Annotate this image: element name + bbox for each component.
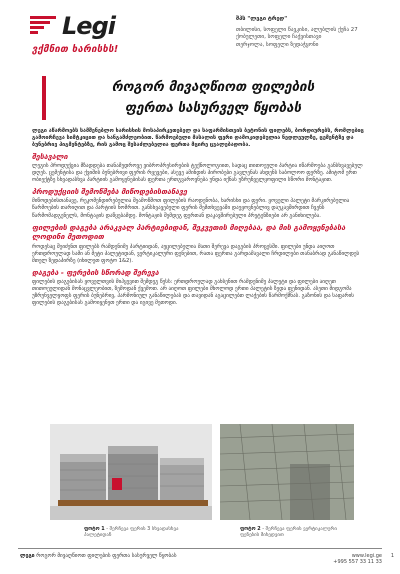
logo-word: Legi (62, 12, 115, 40)
section-title: პროდუქციის შემოწმება მიწოდებისთანავე (32, 187, 188, 197)
footer-website-link[interactable]: www.legi.ge (351, 553, 382, 559)
page-footer (18, 548, 394, 569)
intro-paragraph: ლეგი აწარმოებს სამშენებლო ხარისხის მოსაპირკეთებელ და საფარმისთვის ბეტონის ფილებს, ბორდიურებს, რომლებიც გამოირჩევა სიმტკიცით და ხანგამძლეობით. წარმოებული მასალის ფერი დამოკიდებულია ნედლეულზე, ცემენტზე და ბუნებრივ პიგმენტებზე, რის გამოც შესაძლებელია ფერთა მცირე ცვალებადობა. (32, 128, 364, 149)
section-title: შესავალი (32, 152, 68, 162)
legi-logo (30, 14, 150, 54)
contact-line: თბილისი, სოფელი წავკისი, ალუბლის ქუჩა 27 (236, 27, 358, 34)
page-number: 1 (390, 553, 394, 559)
title-line-2: ფერთა სასურველ წყობას (124, 101, 302, 116)
photo-caption-text: - შერჩევა ფერის 3 სხვადასხვა პალეტიდან (84, 526, 179, 539)
footer-text: როგორ მივაღწიოთ ფილების ფერთა სასურველ წყობას (36, 553, 177, 559)
title-accent-bar (42, 76, 46, 120)
document-body (32, 128, 372, 309)
logo-tagline: ვქმნით ხარისხს! (32, 44, 119, 55)
page-header (0, 0, 400, 72)
photo-pallets (50, 424, 212, 520)
footer-phone: +995 557 33 11 33 (333, 559, 382, 565)
photo-caption-2 (240, 526, 350, 539)
photo-label: ფოტო 2 (240, 526, 261, 532)
contact-title: შპს "ლეგი ტრედ" (236, 16, 288, 22)
section-paragraph: ფილების დაგებისას ყოველთვის მიჰყევით შემდეგ წესს: ერთდროულად გახსენით რამდენიმე პალეტი და ფილები აიღეთ თითოეულიდან მონაცვლეობით, ზემოდან ქვემოთ. არ აიღოთ ფილები მხოლოდ ერთი პალეტის ზედა ფენიდან. ასეთი მიდგომა უზრუნველყოფს ფერის ბუნებრივ, ჰარმონიულ განაწილებას და თავიდან აგაცილებთ ლაქების წარმოქმნას. გაზონის და საფარის ფილების დაგებისას გამოიყენეთ ერთი და იგივე მეთოდი. (32, 278, 355, 306)
section-title: დაგება - ფერების სწორად შერევა (32, 267, 159, 277)
footer-brand: ლეგი (20, 553, 35, 559)
photo-paving-stones (220, 424, 354, 520)
photo-caption-text: - შერჩევა ფერის ვერტიკალური ფენების მიხედვით (240, 526, 337, 539)
section-paragraph: მიწოდებისთანავე, რეკომენდირებულია შეამოწმოთ ფილების რაოდენობა, ხარისხი და ფერი. ყოველი პალეტი მარკირებულია წარმოების თარიღით და პარტიის ნომრით. განსხვავებული ფერის შემთხვევაში დაუყოვნებლივ დაუკავშირდით ჩვენს წარმომადგენელს, მონტაჟის დაწყებამდე. მონტაჟის შემდეგ ფერთან დაკავშირებული პრეტენზიები არ განიხილება. (32, 198, 350, 219)
photo-label: ფოტო 1 (84, 526, 105, 532)
contact-line: ქობულეთი, სოფელი ჩაქვისთავი (236, 34, 322, 41)
section-paragraph: როდესაც შეიძენთ ფილებს რამდენიმე პარტიიდან, აუცილებელია მათი შერევა დაგების პროცესში. ფილები უნდა აიღოთ ერთდროულად სამი ან მეტი პალეტიდან, ვერტიკალური ფენებით, რათა ფერთა გარდამავალი ჩრდილები თანაბრად განაწილდეს მთელ ზედაპირზე (იხილეთ ფოტო 1&2). (32, 243, 360, 264)
logo-mark-icon (30, 16, 58, 34)
section-paragraph: ლეგის პროდუქცია მზადდება თანამედროვე ვიბროპრესირების ტექნოლოგიით, სადაც თითოეული პარტია იწარმოება განსხვავებულ დღეს. ცემენტისა და ქვიშის ბუნებრივი ფერის რყევები, ასევე ამინდის პირობები გავლენას ახდენს საბოლოო ფერზე. ამიტომ ერთ ობიექტზე სხვადასხვა პარტიის გამოყენებისას ფერთა ერთგვაროვნება უნდა იქნას უზრუნველყოფილი სწორი მონტაჟით. (32, 163, 363, 184)
title-line-1: როგორ მივაღწიოთ ფილების (111, 80, 315, 95)
section-title: ფილების დაგება არაკვალ პარტიებიდან, შეკვეთის მიღებაა, და მის გამოყენებასა ლოდინი მეთოდით (32, 222, 346, 242)
photo-gallery (32, 424, 372, 540)
contact-line: თერჯოლა, სოფელი ზედაჭყონი (236, 41, 319, 48)
document-title (42, 76, 372, 120)
photo-caption-1 (84, 526, 204, 539)
contact-block (236, 16, 386, 49)
